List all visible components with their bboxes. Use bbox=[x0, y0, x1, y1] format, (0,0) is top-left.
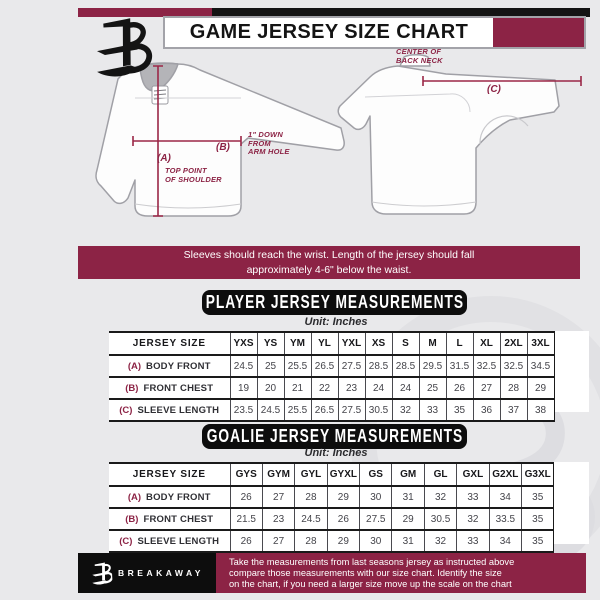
size-column-header: L bbox=[446, 332, 473, 355]
measurement-value-cell: 32 bbox=[457, 508, 489, 530]
row-key: (A) bbox=[127, 360, 142, 372]
measurement-row-label bbox=[109, 355, 230, 377]
center-back-neck-note: CENTER OF BACK NECK bbox=[396, 47, 443, 65]
measurement-value-cell: 29.5 bbox=[419, 355, 446, 377]
measurement-value-cell: 35 bbox=[522, 486, 554, 508]
measurement-value-cell: 25.5 bbox=[284, 399, 311, 421]
measurement-value-cell: 26 bbox=[446, 377, 473, 399]
measurement-value-cell: 32 bbox=[424, 530, 456, 552]
measurement-value-cell: 26 bbox=[327, 508, 359, 530]
size-column-header: XS bbox=[365, 332, 392, 355]
size-column-header: GM bbox=[392, 463, 424, 486]
measurement-row bbox=[109, 530, 554, 552]
measurement-value-cell: 23 bbox=[262, 508, 294, 530]
measurement-value-cell: 32.5 bbox=[473, 355, 500, 377]
measurement-value-cell: 27.5 bbox=[360, 508, 392, 530]
measurement-value-cell: 35 bbox=[522, 530, 554, 552]
size-column-header: 2XL bbox=[500, 332, 527, 355]
measurement-value-cell: 28 bbox=[500, 377, 527, 399]
goalie-unit-label: Unit: Inches bbox=[304, 447, 368, 459]
size-column-header: M bbox=[419, 332, 446, 355]
measurement-value-cell: 26.5 bbox=[311, 355, 338, 377]
measurement-row bbox=[109, 399, 554, 421]
measurement-value-cell: 24.5 bbox=[295, 508, 327, 530]
measurement-value-cell: 29 bbox=[392, 508, 424, 530]
measurement-value-cell: 31 bbox=[392, 486, 424, 508]
row-name: SLEEVE LENGTH bbox=[137, 404, 220, 416]
measurement-value-cell: 33 bbox=[419, 399, 446, 421]
jersey-size-header-cell: JERSEY SIZE bbox=[132, 338, 206, 349]
fit-notice-banner: Sleeves should reach the wrist. Length of the jersey should fall approximately 4-6" below the waist. bbox=[78, 246, 580, 279]
measurement-value-cell: 28 bbox=[295, 530, 327, 552]
measurement-value-cell: 30.5 bbox=[424, 508, 456, 530]
measurement-value-cell: 20 bbox=[257, 377, 284, 399]
footer-brand-box bbox=[78, 553, 216, 593]
measurement-value-cell: 29 bbox=[327, 530, 359, 552]
goalie-table-panel bbox=[109, 462, 589, 547]
measurement-value-cell: 33 bbox=[457, 486, 489, 508]
size-column-header: GYM bbox=[262, 463, 294, 486]
measurement-value-cell: 32.5 bbox=[500, 355, 527, 377]
a-key-label: (A) bbox=[157, 153, 171, 164]
measurement-value-cell: 29 bbox=[527, 377, 554, 399]
size-column-header: YM bbox=[284, 332, 311, 355]
title-box-maroon-accent bbox=[493, 18, 584, 47]
row-name: FRONT CHEST bbox=[143, 382, 214, 394]
measurement-value-cell: 19 bbox=[230, 377, 257, 399]
size-column-header: GL bbox=[424, 463, 456, 486]
size-column-header: GXL bbox=[457, 463, 489, 486]
size-column-header: 3XL bbox=[527, 332, 554, 355]
measurement-value-cell: 27.5 bbox=[338, 399, 365, 421]
goalie-measurements-table bbox=[109, 462, 554, 553]
measurement-value-cell: 33 bbox=[457, 530, 489, 552]
measurement-value-cell: 27 bbox=[473, 377, 500, 399]
measurement-value-cell: 24 bbox=[365, 377, 392, 399]
c-key-label: (C) bbox=[487, 84, 501, 95]
shoulder-note: TOP POINT OF SHOULDER bbox=[165, 166, 222, 184]
measurement-row bbox=[109, 377, 554, 399]
size-column-header: XL bbox=[473, 332, 500, 355]
measurement-value-cell: 29 bbox=[327, 486, 359, 508]
measurement-value-cell: 32 bbox=[424, 486, 456, 508]
measurement-value-cell: 26.5 bbox=[311, 399, 338, 421]
table-header-row bbox=[109, 463, 554, 486]
measurement-value-cell: 31 bbox=[392, 530, 424, 552]
measurement-value-cell: 37 bbox=[500, 399, 527, 421]
breakaway-logo-icon bbox=[86, 13, 153, 78]
measurement-row bbox=[109, 508, 554, 530]
measurement-row-label bbox=[109, 377, 230, 399]
row-key: (B) bbox=[125, 382, 139, 394]
row-name: SLEEVE LENGTH bbox=[137, 535, 220, 547]
measurement-value-cell: 23 bbox=[338, 377, 365, 399]
measurement-row bbox=[109, 486, 554, 508]
measurement-value-cell: 28 bbox=[295, 486, 327, 508]
measurement-value-cell: 24 bbox=[392, 377, 419, 399]
jersey-diagrams bbox=[78, 52, 592, 238]
measurement-value-cell: 30.5 bbox=[365, 399, 392, 421]
player-table-panel bbox=[109, 331, 589, 416]
size-column-header: YXS bbox=[230, 332, 257, 355]
measurement-value-cell: 30 bbox=[360, 486, 392, 508]
player-section-title: PLAYER JERSEY MEASUREMENTS bbox=[205, 292, 464, 313]
measurement-value-cell: 30 bbox=[360, 530, 392, 552]
measurement-row-label bbox=[109, 486, 230, 508]
measurement-value-cell: 38 bbox=[527, 399, 554, 421]
measurement-value-cell: 28.5 bbox=[365, 355, 392, 377]
size-column-header: G2XL bbox=[489, 463, 521, 486]
size-column-header: YL bbox=[311, 332, 338, 355]
measurement-value-cell: 27 bbox=[262, 486, 294, 508]
measurement-value-cell: 25 bbox=[257, 355, 284, 377]
size-column-header: GYL bbox=[295, 463, 327, 486]
size-column-header: GYXL bbox=[327, 463, 359, 486]
breakaway-footer-logo-icon bbox=[89, 560, 112, 585]
measurement-value-cell: 26 bbox=[230, 530, 262, 552]
row-key: (B) bbox=[125, 513, 139, 525]
row-key: (A) bbox=[127, 491, 142, 503]
player-section-banner bbox=[202, 290, 467, 315]
measurement-value-cell: 23.5 bbox=[230, 399, 257, 421]
measurement-row-label bbox=[109, 508, 230, 530]
row-name: FRONT CHEST bbox=[143, 513, 214, 525]
measurement-value-cell: 36 bbox=[473, 399, 500, 421]
measurement-value-cell: 34.5 bbox=[527, 355, 554, 377]
size-column-header: G3XL bbox=[522, 463, 554, 486]
title-box-white bbox=[165, 18, 493, 47]
row-key: (C) bbox=[119, 535, 133, 547]
measurement-value-cell: 26 bbox=[230, 486, 262, 508]
size-column-header: GYS bbox=[230, 463, 262, 486]
measurement-value-cell: 25 bbox=[419, 377, 446, 399]
measurement-value-cell: 22 bbox=[311, 377, 338, 399]
b-key-label: (B) bbox=[216, 142, 230, 153]
page-title: GAME JERSEY SIZE CHART bbox=[189, 21, 469, 43]
measurement-value-cell: 28.5 bbox=[392, 355, 419, 377]
goalie-section-banner bbox=[202, 424, 467, 449]
table-header-row bbox=[109, 332, 554, 355]
title-box bbox=[163, 16, 586, 49]
measurement-value-cell: 34 bbox=[489, 530, 521, 552]
player-unit-label: Unit: Inches bbox=[304, 316, 368, 328]
measurement-value-cell: 24.5 bbox=[230, 355, 257, 377]
measurement-value-cell: 31.5 bbox=[446, 355, 473, 377]
measurement-value-cell: 24.5 bbox=[257, 399, 284, 421]
measurement-row-label bbox=[109, 399, 230, 421]
measurement-value-cell: 35 bbox=[522, 508, 554, 530]
measurement-value-cell: 32 bbox=[392, 399, 419, 421]
player-measurements-table bbox=[109, 331, 555, 422]
measurement-value-cell: 27.5 bbox=[338, 355, 365, 377]
row-key: (C) bbox=[119, 404, 133, 416]
arm-hole-note: 1" DOWN FROM ARM HOLE bbox=[248, 130, 290, 157]
measurement-row bbox=[109, 355, 554, 377]
row-name: BODY FRONT bbox=[146, 491, 211, 503]
measurement-value-cell: 27 bbox=[262, 530, 294, 552]
measurement-row-label bbox=[109, 530, 230, 552]
measurement-value-cell: 33.5 bbox=[489, 508, 521, 530]
size-column-header: GS bbox=[360, 463, 392, 486]
goalie-section-title: GOALIE JERSEY MEASUREMENTS bbox=[206, 426, 463, 447]
measurement-value-cell: 21 bbox=[284, 377, 311, 399]
measurement-value-cell: 21.5 bbox=[230, 508, 262, 530]
footer-instructions: Take the measurements from last seasons jersey as instructed above compare those measurements with our size chart. Identify the size on the chart, if you need a larger size move up the scale on the chart bbox=[216, 553, 586, 593]
jersey-size-header-cell: JERSEY SIZE bbox=[132, 469, 206, 480]
measurement-value-cell: 25.5 bbox=[284, 355, 311, 377]
row-name: BODY FRONT bbox=[146, 360, 211, 372]
size-column-header: YS bbox=[257, 332, 284, 355]
footer-brand-text: BREAKAWAY bbox=[118, 568, 204, 578]
size-column-header: YXL bbox=[338, 332, 365, 355]
back-jersey-drawing bbox=[338, 55, 559, 214]
measurement-value-cell: 35 bbox=[446, 399, 473, 421]
size-column-header: S bbox=[392, 332, 419, 355]
measurement-value-cell: 34 bbox=[489, 486, 521, 508]
